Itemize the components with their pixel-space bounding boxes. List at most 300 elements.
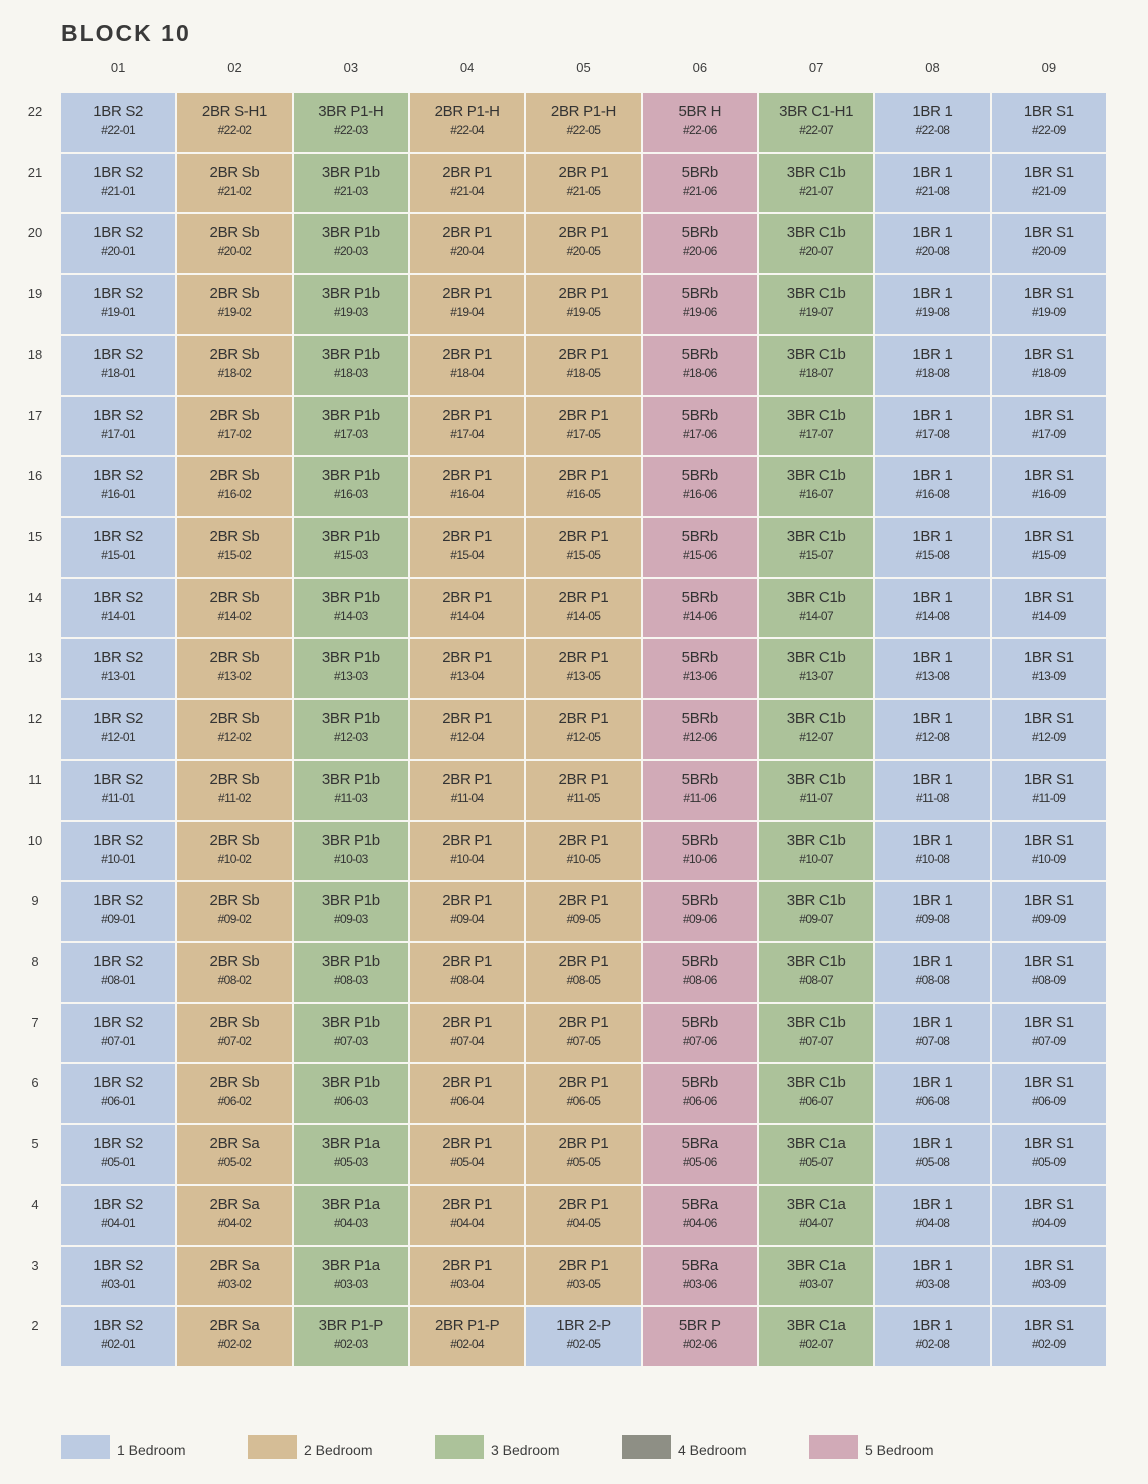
unit-cell[interactable] bbox=[410, 1004, 524, 1063]
unit-cell[interactable] bbox=[759, 1004, 873, 1063]
unit-cell[interactable] bbox=[177, 154, 291, 213]
unit-number: #17-06 bbox=[682, 426, 717, 441]
unit-cell[interactable] bbox=[992, 518, 1106, 577]
unit-cell[interactable] bbox=[410, 214, 524, 273]
unit-type: 1BR S1 bbox=[1023, 103, 1074, 120]
unit-cell[interactable] bbox=[410, 1064, 524, 1123]
unit-type: 1BR 1 bbox=[912, 406, 953, 424]
unit-type: 2BR P1 bbox=[442, 285, 493, 303]
unit-cell[interactable] bbox=[526, 1064, 640, 1123]
unit-cell[interactable] bbox=[526, 822, 640, 881]
unit-cell[interactable] bbox=[177, 1307, 291, 1366]
unit-number: #08-09 bbox=[1031, 973, 1066, 987]
unit-cell[interactable] bbox=[294, 639, 408, 698]
unit-cell[interactable] bbox=[526, 1247, 640, 1306]
unit-cell[interactable] bbox=[177, 1186, 291, 1245]
unit-cell[interactable] bbox=[177, 822, 291, 881]
unit-cell[interactable] bbox=[992, 882, 1106, 941]
unit-cell[interactable] bbox=[992, 639, 1106, 698]
unit-cell[interactable] bbox=[759, 822, 873, 881]
unit-cell[interactable] bbox=[643, 1247, 757, 1306]
unit-cell[interactable] bbox=[410, 1186, 524, 1245]
legend-swatch bbox=[435, 1435, 484, 1459]
unit-cell[interactable] bbox=[643, 1186, 757, 1245]
unit-cell[interactable] bbox=[410, 457, 524, 516]
unit-number: #07-05 bbox=[566, 1033, 601, 1048]
unit-cell[interactable] bbox=[875, 457, 989, 516]
unit-cell[interactable] bbox=[410, 397, 524, 456]
floor-label: 18 bbox=[27, 346, 43, 362]
unit-cell[interactable] bbox=[643, 579, 757, 638]
unit-type: 1BR S1 bbox=[1023, 406, 1074, 424]
unit-cell[interactable] bbox=[410, 154, 524, 213]
unit-cell[interactable] bbox=[875, 1247, 989, 1306]
unit-type: 2BR P1 bbox=[442, 892, 493, 910]
unit-number: #22-01 bbox=[101, 123, 136, 137]
unit-number: #03-03 bbox=[333, 1276, 368, 1291]
unit-type: 2BR P1 bbox=[442, 1256, 493, 1274]
unit-cell[interactable] bbox=[177, 275, 291, 334]
unit-type: 2BR P1-P bbox=[435, 1317, 500, 1335]
unit-cell[interactable] bbox=[992, 275, 1106, 334]
unit-cell[interactable] bbox=[61, 214, 175, 273]
unit-cell[interactable] bbox=[177, 943, 291, 1002]
unit-cell[interactable] bbox=[61, 93, 175, 152]
unit-cell[interactable] bbox=[526, 336, 640, 395]
unit-cell[interactable] bbox=[61, 1307, 175, 1366]
unit-cell[interactable] bbox=[643, 336, 757, 395]
unit-number: #04-02 bbox=[217, 1215, 252, 1230]
unit-cell[interactable] bbox=[177, 1247, 291, 1306]
column-header: 06 bbox=[692, 60, 708, 75]
unit-cell[interactable] bbox=[177, 397, 291, 456]
unit-number: #04-04 bbox=[450, 1215, 485, 1230]
unit-number: #16-06 bbox=[682, 487, 717, 502]
unit-cell[interactable] bbox=[294, 700, 408, 759]
unit-cell[interactable] bbox=[177, 1064, 291, 1123]
unit-cell[interactable] bbox=[759, 93, 873, 152]
unit-cell[interactable] bbox=[759, 579, 873, 638]
unit-number: #08-08 bbox=[915, 973, 950, 987]
unit-number: #12-04 bbox=[450, 730, 485, 745]
unit-cell[interactable] bbox=[875, 882, 989, 941]
unit-cell[interactable] bbox=[759, 275, 873, 334]
unit-cell[interactable] bbox=[294, 214, 408, 273]
unit-cell[interactable] bbox=[294, 882, 408, 941]
unit-cell[interactable] bbox=[61, 457, 175, 516]
unit-number: #16-05 bbox=[566, 487, 601, 502]
unit-cell[interactable] bbox=[294, 457, 408, 516]
unit-cell[interactable] bbox=[177, 336, 291, 395]
unit-cell[interactable] bbox=[643, 154, 757, 213]
unit-cell[interactable] bbox=[294, 397, 408, 456]
unit-cell[interactable] bbox=[875, 93, 989, 152]
unit-number: #21-02 bbox=[217, 183, 252, 198]
unit-cell[interactable] bbox=[294, 154, 408, 213]
unit-cell[interactable] bbox=[177, 1004, 291, 1063]
unit-cell[interactable] bbox=[875, 943, 989, 1002]
unit-number: #21-09 bbox=[1031, 183, 1066, 198]
unit-type: 1BR 1 bbox=[912, 1074, 953, 1092]
unit-cell[interactable] bbox=[526, 1125, 640, 1184]
unit-type: 2BR P1 bbox=[442, 224, 493, 242]
unit-cell[interactable] bbox=[759, 1307, 873, 1366]
unit-cell[interactable] bbox=[294, 579, 408, 638]
unit-cell[interactable] bbox=[875, 1186, 989, 1245]
unit-type: 2BR P1 bbox=[558, 224, 609, 242]
unit-type: 2BR Sb bbox=[209, 467, 260, 485]
unit-cell[interactable] bbox=[526, 93, 640, 152]
unit-cell[interactable] bbox=[759, 336, 873, 395]
unit-cell[interactable] bbox=[992, 761, 1106, 820]
unit-cell[interactable] bbox=[294, 761, 408, 820]
unit-cell[interactable] bbox=[61, 822, 175, 881]
unit-cell[interactable] bbox=[410, 882, 524, 941]
unit-type: 1BR S2 bbox=[93, 406, 144, 424]
unit-cell[interactable] bbox=[875, 154, 989, 213]
unit-cell[interactable] bbox=[643, 882, 757, 941]
unit-cell[interactable] bbox=[759, 457, 873, 516]
unit-type: 2BR Sb bbox=[209, 528, 260, 545]
unit-type: 1BR S2 bbox=[93, 1135, 144, 1153]
unit-cell[interactable] bbox=[410, 1307, 524, 1366]
unit-cell[interactable] bbox=[992, 1307, 1106, 1366]
unit-number: #02-01 bbox=[101, 1337, 136, 1352]
unit-cell[interactable] bbox=[875, 214, 989, 273]
unit-number: #21-08 bbox=[915, 183, 950, 198]
unit-cell[interactable] bbox=[643, 761, 757, 820]
unit-type: 3BR P1a bbox=[321, 1135, 380, 1153]
unit-cell[interactable] bbox=[759, 882, 873, 941]
unit-cell[interactable] bbox=[875, 822, 989, 881]
unit-cell[interactable] bbox=[61, 336, 175, 395]
unit-number: #02-03 bbox=[333, 1337, 368, 1352]
unit-cell[interactable] bbox=[61, 1186, 175, 1245]
unit-cell[interactable] bbox=[410, 761, 524, 820]
unit-cell[interactable] bbox=[410, 1247, 524, 1306]
unit-cell[interactable] bbox=[759, 943, 873, 1002]
unit-number: #03-04 bbox=[450, 1276, 485, 1291]
unit-type: 1BR S1 bbox=[1023, 710, 1074, 728]
unit-cell[interactable] bbox=[526, 882, 640, 941]
unit-cell[interactable] bbox=[177, 579, 291, 638]
unit-cell[interactable] bbox=[526, 1186, 640, 1245]
unit-cell[interactable] bbox=[875, 1125, 989, 1184]
unit-cell[interactable] bbox=[875, 1004, 989, 1063]
unit-type: 2BR P1 bbox=[442, 467, 493, 485]
floor-label: 12 bbox=[27, 711, 43, 727]
unit-cell[interactable] bbox=[643, 518, 757, 577]
unit-type: 5BR P bbox=[678, 1317, 721, 1335]
unit-cell[interactable] bbox=[875, 700, 989, 759]
unit-cell[interactable] bbox=[61, 1064, 175, 1123]
unit-cell[interactable] bbox=[759, 700, 873, 759]
unit-cell[interactable] bbox=[294, 518, 408, 577]
unit-cell[interactable] bbox=[643, 700, 757, 759]
unit-cell[interactable] bbox=[992, 579, 1106, 638]
unit-cell[interactable] bbox=[294, 822, 408, 881]
unit-number: #16-02 bbox=[217, 487, 252, 502]
unit-number: #05-06 bbox=[682, 1155, 717, 1170]
unit-cell[interactable] bbox=[992, 822, 1106, 881]
unit-cell[interactable] bbox=[759, 214, 873, 273]
unit-cell[interactable] bbox=[177, 700, 291, 759]
unit-number: #10-07 bbox=[799, 851, 834, 866]
unit-number: #07-07 bbox=[799, 1033, 834, 1048]
unit-cell[interactable] bbox=[177, 457, 291, 516]
unit-cell[interactable] bbox=[875, 336, 989, 395]
unit-number: #03-09 bbox=[1031, 1276, 1066, 1291]
unit-cell[interactable] bbox=[992, 1004, 1106, 1063]
unit-type: 1BR 1 bbox=[912, 953, 953, 970]
unit-number: #09-09 bbox=[1031, 912, 1066, 927]
unit-cell[interactable] bbox=[61, 700, 175, 759]
unit-number: #04-05 bbox=[566, 1215, 601, 1230]
unit-type: 2BR P1 bbox=[558, 406, 609, 424]
unit-number: #11-03 bbox=[334, 790, 368, 805]
unit-type: 3BR P1b bbox=[321, 892, 380, 910]
legend-swatch bbox=[61, 1435, 110, 1459]
unit-cell[interactable] bbox=[643, 1307, 757, 1366]
unit-cell[interactable] bbox=[643, 93, 757, 152]
unit-cell[interactable] bbox=[526, 397, 640, 456]
unit-cell[interactable] bbox=[61, 1004, 175, 1063]
unit-type: 1BR 1 bbox=[912, 103, 953, 120]
unit-cell[interactable] bbox=[875, 275, 989, 334]
unit-cell[interactable] bbox=[410, 275, 524, 334]
unit-type: 3BR P1a bbox=[321, 1195, 380, 1213]
unit-cell[interactable] bbox=[992, 457, 1106, 516]
unit-cell[interactable] bbox=[759, 1125, 873, 1184]
unit-cell[interactable] bbox=[759, 1186, 873, 1245]
unit-type: 1BR S2 bbox=[93, 770, 144, 788]
unit-cell[interactable] bbox=[410, 336, 524, 395]
unit-cell[interactable] bbox=[875, 1064, 989, 1123]
unit-cell[interactable] bbox=[294, 336, 408, 395]
unit-cell[interactable] bbox=[992, 154, 1106, 213]
unit-cell[interactable] bbox=[61, 761, 175, 820]
unit-cell[interactable] bbox=[294, 1004, 408, 1063]
floor-label: 11 bbox=[28, 771, 42, 787]
unit-cell[interactable] bbox=[992, 700, 1106, 759]
unit-cell[interactable] bbox=[992, 1125, 1106, 1184]
unit-cell[interactable] bbox=[61, 397, 175, 456]
unit-cell[interactable] bbox=[643, 1064, 757, 1123]
unit-cell[interactable] bbox=[643, 214, 757, 273]
unit-cell[interactable] bbox=[992, 1186, 1106, 1245]
unit-cell[interactable] bbox=[875, 579, 989, 638]
unit-cell[interactable] bbox=[875, 518, 989, 577]
floor-label: 13 bbox=[27, 650, 43, 666]
unit-cell[interactable] bbox=[992, 336, 1106, 395]
unit-number: #09-01 bbox=[101, 912, 136, 927]
unit-cell[interactable] bbox=[294, 93, 408, 152]
unit-cell[interactable] bbox=[875, 639, 989, 698]
unit-number: #15-02 bbox=[217, 548, 252, 562]
unit-number: #17-01 bbox=[101, 426, 136, 441]
unit-cell[interactable] bbox=[759, 761, 873, 820]
unit-cell[interactable] bbox=[410, 700, 524, 759]
unit-number: #15-09 bbox=[1031, 548, 1066, 562]
unit-cell[interactable] bbox=[643, 822, 757, 881]
unit-cell[interactable] bbox=[410, 943, 524, 1002]
unit-cell[interactable] bbox=[294, 275, 408, 334]
unit-cell[interactable] bbox=[992, 93, 1106, 152]
unit-cell[interactable] bbox=[177, 518, 291, 577]
unit-cell[interactable] bbox=[177, 1125, 291, 1184]
unit-type: 3BR C1b bbox=[786, 345, 846, 363]
unit-cell[interactable] bbox=[177, 761, 291, 820]
unit-cell[interactable] bbox=[526, 457, 640, 516]
unit-number: #15-06 bbox=[682, 548, 717, 562]
unit-cell[interactable] bbox=[526, 214, 640, 273]
unit-cell[interactable] bbox=[526, 154, 640, 213]
unit-number: #10-08 bbox=[915, 851, 950, 866]
unit-type: 1BR S1 bbox=[1023, 528, 1074, 545]
unit-number: #05-01 bbox=[101, 1155, 136, 1170]
unit-number: #09-03 bbox=[333, 912, 368, 927]
unit-cell[interactable] bbox=[526, 761, 640, 820]
unit-cell[interactable] bbox=[875, 761, 989, 820]
unit-cell[interactable] bbox=[61, 579, 175, 638]
unit-cell[interactable] bbox=[61, 275, 175, 334]
unit-number: #09-04 bbox=[450, 912, 485, 927]
unit-cell[interactable] bbox=[526, 700, 640, 759]
unit-number: #22-03 bbox=[333, 123, 368, 137]
unit-cell[interactable] bbox=[294, 943, 408, 1002]
unit-cell[interactable] bbox=[643, 1125, 757, 1184]
unit-cell[interactable] bbox=[526, 275, 640, 334]
unit-cell[interactable] bbox=[526, 639, 640, 698]
unit-type: 1BR S2 bbox=[93, 1256, 144, 1274]
floor-label: 15 bbox=[27, 529, 43, 544]
unit-cell[interactable] bbox=[61, 882, 175, 941]
unit-type: 1BR S1 bbox=[1023, 588, 1074, 606]
unit-cell[interactable] bbox=[410, 93, 524, 152]
unit-cell[interactable] bbox=[526, 579, 640, 638]
unit-number: #06-07 bbox=[799, 1094, 834, 1109]
unit-cell[interactable] bbox=[61, 943, 175, 1002]
unit-cell[interactable] bbox=[643, 639, 757, 698]
unit-cell[interactable] bbox=[759, 154, 873, 213]
unit-cell[interactable] bbox=[643, 943, 757, 1002]
unit-cell[interactable] bbox=[410, 1125, 524, 1184]
unit-number: #07-03 bbox=[333, 1033, 368, 1048]
unit-number: #18-09 bbox=[1031, 365, 1066, 380]
unit-cell[interactable] bbox=[643, 1004, 757, 1063]
unit-type: 2BR Sa bbox=[209, 1256, 260, 1274]
unit-number: #15-05 bbox=[566, 548, 601, 562]
unit-cell[interactable] bbox=[526, 1307, 640, 1366]
unit-cell[interactable] bbox=[526, 1004, 640, 1063]
unit-type: 5BRa bbox=[681, 1195, 718, 1213]
unit-cell[interactable] bbox=[759, 397, 873, 456]
unit-number: #17-04 bbox=[450, 426, 485, 441]
unit-cell[interactable] bbox=[526, 943, 640, 1002]
unit-number: #07-04 bbox=[450, 1033, 485, 1048]
unit-type: 3BR C1b bbox=[786, 649, 846, 667]
unit-number: #12-01 bbox=[101, 730, 136, 745]
unit-cell[interactable] bbox=[61, 1125, 175, 1184]
unit-type: 3BR P1b bbox=[321, 163, 380, 181]
unit-cell[interactable] bbox=[759, 518, 873, 577]
unit-type: 1BR 1 bbox=[912, 588, 953, 606]
unit-number: #16-09 bbox=[1031, 487, 1066, 502]
unit-cell[interactable] bbox=[61, 518, 175, 577]
unit-type: 1BR 1 bbox=[912, 831, 953, 849]
unit-cell[interactable] bbox=[410, 518, 524, 577]
unit-cell[interactable] bbox=[410, 579, 524, 638]
floor-label: 7 bbox=[31, 1014, 39, 1030]
unit-cell[interactable] bbox=[61, 639, 175, 698]
unit-cell[interactable] bbox=[294, 1247, 408, 1306]
unit-cell[interactable] bbox=[410, 822, 524, 881]
unit-cell[interactable] bbox=[294, 1064, 408, 1123]
unit-cell[interactable] bbox=[61, 1247, 175, 1306]
unit-cell[interactable] bbox=[61, 154, 175, 213]
unit-type: 2BR P1 bbox=[558, 649, 609, 667]
unit-type: 3BR P1-H bbox=[318, 103, 384, 120]
unit-type: 2BR P1 bbox=[558, 770, 609, 788]
unit-cell[interactable] bbox=[875, 397, 989, 456]
unit-cell[interactable] bbox=[177, 214, 291, 273]
unit-type: 5BRb bbox=[681, 1013, 718, 1031]
unit-cell[interactable] bbox=[992, 943, 1106, 1002]
unit-cell[interactable] bbox=[992, 1064, 1106, 1123]
unit-cell[interactable] bbox=[759, 639, 873, 698]
unit-cell[interactable] bbox=[294, 1125, 408, 1184]
unit-number: #14-05 bbox=[566, 608, 601, 623]
unit-type: 1BR S2 bbox=[93, 649, 144, 667]
unit-type: 2BR P1 bbox=[442, 406, 493, 424]
unit-cell[interactable] bbox=[992, 397, 1106, 456]
unit-cell[interactable] bbox=[294, 1307, 408, 1366]
unit-type: 2BR Sb bbox=[209, 285, 260, 303]
unit-number: #15-01 bbox=[101, 548, 136, 562]
column-header: 05 bbox=[576, 60, 591, 75]
unit-type: 3BR P1b bbox=[321, 1074, 380, 1092]
unit-cell[interactable] bbox=[992, 214, 1106, 273]
unit-type: 2BR Sb bbox=[209, 163, 260, 181]
unit-cell[interactable] bbox=[294, 1186, 408, 1245]
unit-type: 3BR C1b bbox=[786, 588, 846, 606]
unit-number: #13-04 bbox=[450, 669, 485, 684]
unit-number: #06-08 bbox=[915, 1094, 950, 1109]
unit-cell[interactable] bbox=[643, 275, 757, 334]
unit-cell[interactable] bbox=[410, 639, 524, 698]
unit-type: 2BR P1 bbox=[558, 528, 609, 545]
unit-cell[interactable] bbox=[177, 639, 291, 698]
unit-type: 1BR 2-P bbox=[556, 1317, 611, 1335]
unit-cell[interactable] bbox=[643, 397, 757, 456]
unit-cell[interactable] bbox=[177, 882, 291, 941]
unit-number: #20-06 bbox=[682, 244, 717, 259]
unit-number: #20-01 bbox=[101, 244, 136, 259]
unit-cell[interactable] bbox=[526, 518, 640, 577]
unit-type: 2BR Sb bbox=[209, 224, 260, 242]
unit-cell[interactable] bbox=[992, 1247, 1106, 1306]
legend-swatch bbox=[622, 1435, 671, 1459]
unit-type: 2BR Sa bbox=[209, 1317, 260, 1335]
unit-cell[interactable] bbox=[643, 457, 757, 516]
unit-type: 5BRb bbox=[681, 649, 718, 667]
unit-cell[interactable] bbox=[759, 1064, 873, 1123]
unit-cell[interactable] bbox=[759, 1247, 873, 1306]
unit-cell[interactable] bbox=[177, 93, 291, 152]
unit-number: #19-04 bbox=[450, 305, 485, 320]
unit-cell[interactable] bbox=[875, 1307, 989, 1366]
unit-number: #11-09 bbox=[1032, 790, 1066, 805]
